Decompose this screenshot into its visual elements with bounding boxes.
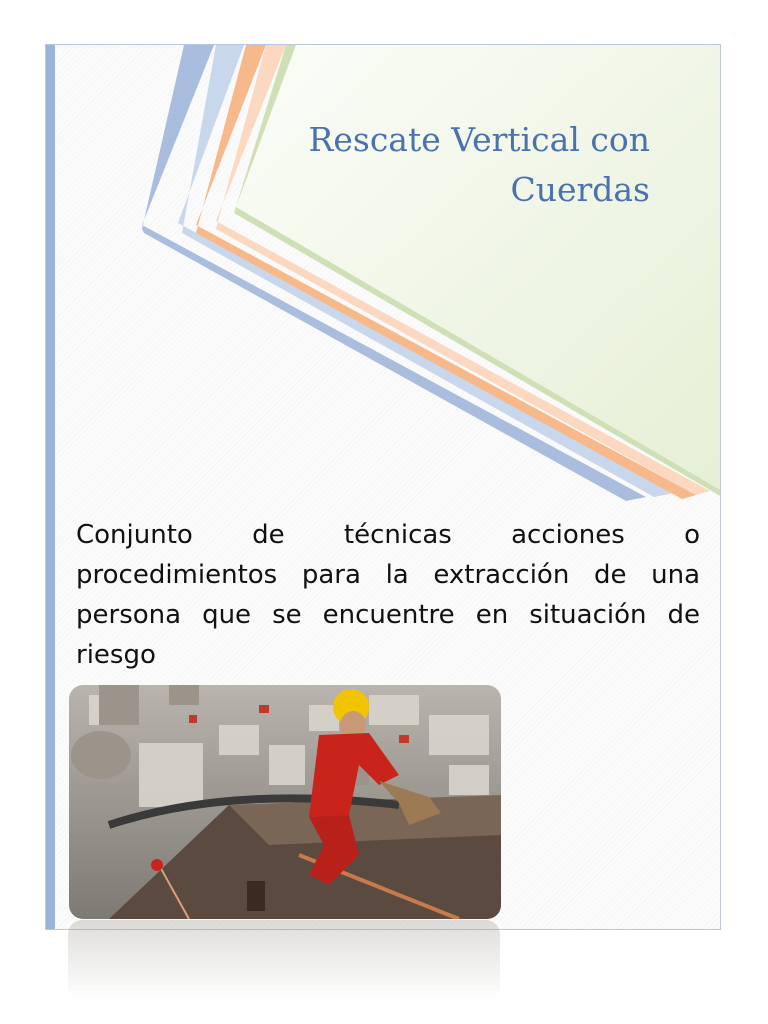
photo-reflection — [68, 920, 500, 1000]
cover-page — [45, 44, 721, 930]
title-line-1: Rescate Vertical con — [308, 120, 650, 159]
description-paragraph: Conjunto de técnicas acciones o procedimientos para la extracción de una persona que se encuentre en situación de riesgo — [76, 520, 700, 670]
title-panel — [236, 45, 721, 491]
rescue-worker-photo — [69, 685, 501, 919]
title-line-2: Cuerdas — [510, 170, 650, 209]
document-title — [230, 115, 650, 215]
